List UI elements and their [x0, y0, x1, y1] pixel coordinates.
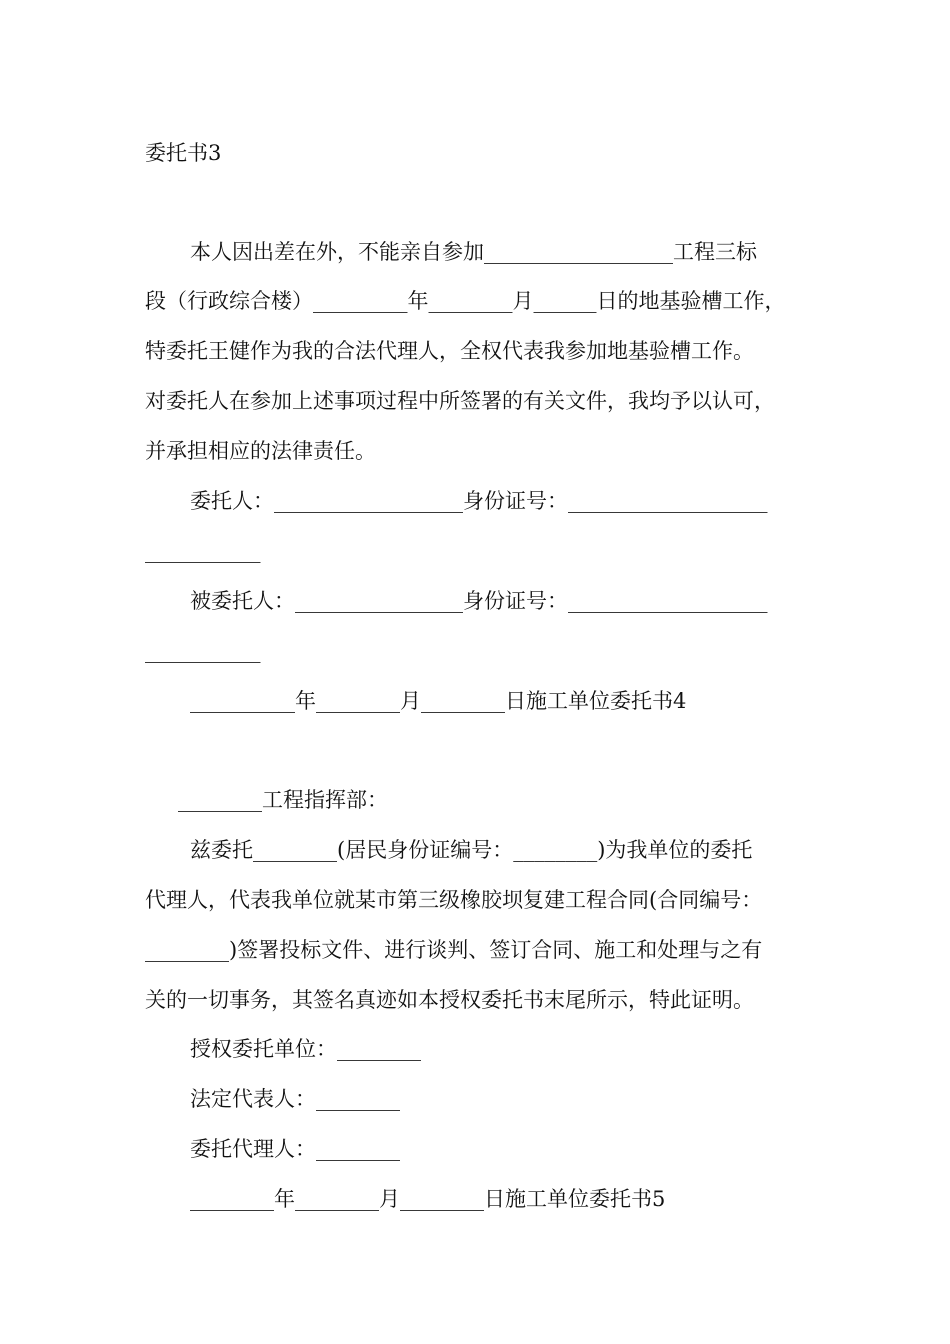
letter1-date-line: __________年________月________日施工单位委托书4	[190, 689, 687, 713]
letter2-paragraph-line: ________)签署投标文件、进行谈判、签订合同、施工和处理与之有	[145, 938, 763, 962]
letter1-paragraph-line: 对委托人在参加上述事项过程中所签署的有关文件，我均予以认可，	[145, 389, 775, 413]
authorizing-unit-line: 授权委托单位：________	[190, 1037, 421, 1061]
letter1-paragraph-line: 段（行政综合楼）_________年________月______日的地基验槽工作，	[145, 289, 786, 313]
letter2-addressee: ________工程指挥部：	[178, 788, 388, 812]
document-title: 委托书3	[145, 141, 222, 165]
legal-representative-line: 法定代表人：________	[190, 1087, 400, 1111]
letter2-paragraph-line: 关的一切事务，其签名真迹如本授权委托书末尾所示，特此证明。	[145, 988, 754, 1012]
principal-signature-line: 委托人：__________________身份证号：___________________	[190, 489, 768, 513]
letter2-paragraph-line: 兹委托________(居民身份证编号：________)为我单位的委托	[190, 838, 753, 862]
letter2-date-line: ________年________月________日施工单位委托书5	[190, 1187, 666, 1211]
letter1-paragraph-line: 并承担相应的法律责任。	[145, 439, 376, 463]
principal-signature-line-continuation: ___________	[145, 539, 261, 563]
entrusted-agent-line: 委托代理人：________	[190, 1137, 400, 1161]
letter1-paragraph-line: 本人因出差在外，不能亲自参加__________________工程三标	[190, 240, 757, 264]
letter1-paragraph-line: 特委托王健作为我的合法代理人，全权代表我参加地基验槽工作。	[145, 339, 754, 363]
letter2-paragraph-line: 代理人，代表我单位就某市第三级橡胶坝复建工程合同(合同编号：	[145, 888, 763, 912]
agent-signature-line: 被委托人：________________身份证号：___________________	[190, 589, 768, 613]
agent-signature-line-continuation: ___________	[145, 639, 261, 663]
